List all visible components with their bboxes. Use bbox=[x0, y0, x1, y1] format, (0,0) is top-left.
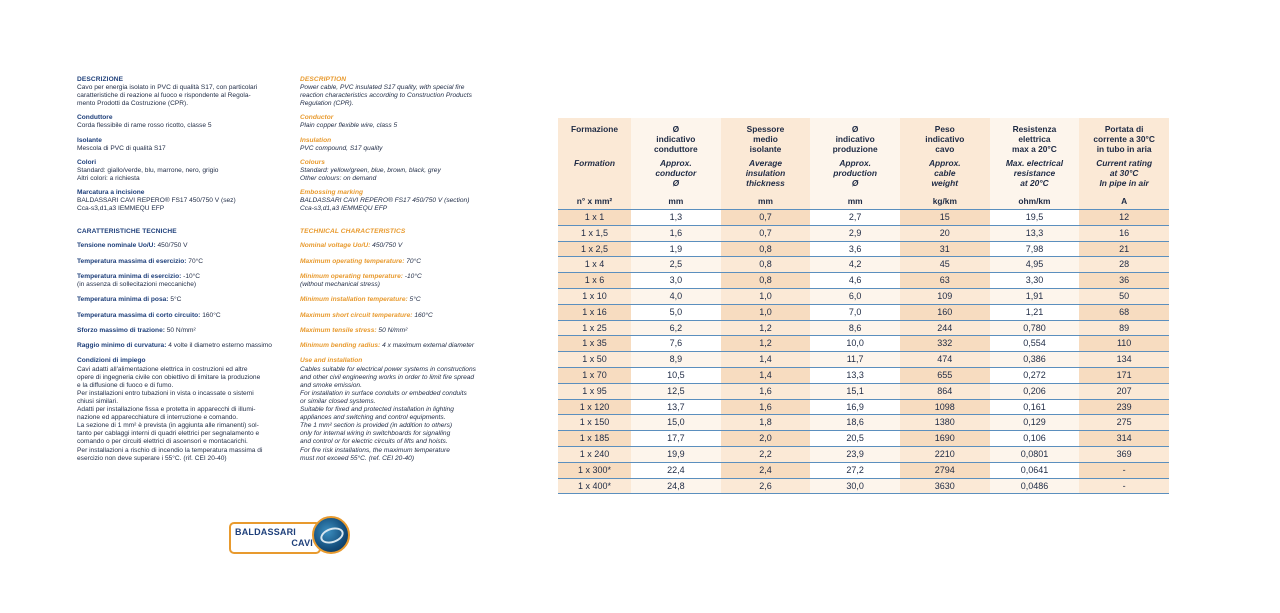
table-cell: 10,5 bbox=[631, 367, 721, 383]
table-cell: 0,106 bbox=[990, 431, 1080, 447]
header-cell: ohm/km bbox=[990, 194, 1080, 210]
spec-item: Raggio minimo di curvatura: 4 volte il diametro esterno massimo bbox=[77, 342, 272, 350]
table-cell: 21 bbox=[1079, 241, 1169, 257]
table-cell: 1 x 2,5 bbox=[558, 241, 631, 257]
spec-item: Maximum short circuit temperature: 160°C bbox=[300, 311, 433, 319]
table-cell: 1,0 bbox=[721, 288, 811, 304]
table-row bbox=[558, 210, 1169, 226]
table-cell: 1,2 bbox=[721, 320, 811, 336]
table-row bbox=[558, 241, 1169, 257]
table-cell: 20 bbox=[900, 225, 990, 241]
insulation-text: PVC compound, S17 quality bbox=[300, 144, 383, 152]
logo-box bbox=[229, 522, 321, 554]
table-row bbox=[558, 462, 1169, 478]
table-cell: 1,6 bbox=[631, 225, 721, 241]
table-cell: 0,386 bbox=[990, 352, 1080, 368]
spec-item: Tensione nominale Uo/U: 450/750 V bbox=[77, 242, 188, 250]
table-row bbox=[558, 225, 1169, 241]
table-cell: 23,9 bbox=[810, 446, 900, 462]
impiego-text: Cavi adatti all'alimentazione elettrica in costruzioni ed altre opere di ingegneria civile con obiettivo di limitare la produzione e la diffusione di fuoco e di fumo. Per installazioni entro tubazioni in vista o incassate o sistemi chiusi similari. Adatti per installazione fissa e protetta in apparecchi di illumi- nazione ed apparecchiature di interruzione e comando. La sezione di 1 mm² è prevista (in aggiunta alle rimanenti) sol- tanto per cablaggi interni di quadri elettrici per segnalamento e comando o per circuiti elettrici di ascensori e montacarichi. Per installazioni a rischio di incendio la temperatura massima di esercizio non deve superare i 55°C. (rif. CEI 20-40) bbox=[77, 365, 263, 462]
header-cell: Spessore medio isolante bbox=[721, 118, 811, 156]
spec-item: Nominal voltage Uo/U: 450/750 V bbox=[300, 242, 403, 250]
table-cell: 7,6 bbox=[631, 336, 721, 352]
table-cell: 134 bbox=[1079, 352, 1169, 368]
table-cell: 0,7 bbox=[721, 210, 811, 226]
table-cell: 655 bbox=[900, 367, 990, 383]
table-cell: 13,3 bbox=[810, 367, 900, 383]
conduttore-text: Corda flessibile di rame rosso ricotto, classe 5 bbox=[77, 122, 212, 130]
table-cell: 314 bbox=[1079, 431, 1169, 447]
spec-item: Temperatura minima di esercizio: -10°C (in assenza di sollecitazioni meccaniche) bbox=[77, 272, 201, 289]
insulation-heading: Insulation bbox=[300, 136, 332, 144]
table-cell: 19,9 bbox=[631, 446, 721, 462]
spec-item: Minimum installation temperature: 5°C bbox=[300, 296, 421, 304]
table-cell: 17,7 bbox=[631, 431, 721, 447]
header-row-english bbox=[558, 156, 1169, 194]
table-cell: 1 x 35 bbox=[558, 336, 631, 352]
table-cell: 89 bbox=[1079, 320, 1169, 336]
table-cell: 109 bbox=[900, 288, 990, 304]
spec-item: Temperatura minima di posa: 5°C bbox=[77, 296, 182, 304]
table-row bbox=[558, 415, 1169, 431]
table-cell: 207 bbox=[1079, 383, 1169, 399]
header-cell: mm bbox=[721, 194, 811, 210]
use-heading: Use and installation bbox=[300, 357, 363, 365]
table-cell: 6,0 bbox=[810, 288, 900, 304]
table-cell: 24,8 bbox=[631, 478, 721, 494]
table-cell: 1 x 240 bbox=[558, 446, 631, 462]
table-cell: 7,0 bbox=[810, 304, 900, 320]
table-cell: 1,9 bbox=[631, 241, 721, 257]
description-text: Power cable, PVC insulated S17 quality, with special fire reaction characteristics according to Construction Products Regulation (CPR). bbox=[300, 84, 472, 108]
header-cell: mm bbox=[810, 194, 900, 210]
table-cell: 369 bbox=[1079, 446, 1169, 462]
table-row bbox=[558, 336, 1169, 352]
table-cell: 474 bbox=[900, 352, 990, 368]
english-column bbox=[300, 76, 505, 463]
table-cell: 19,5 bbox=[990, 210, 1080, 226]
table-cell: 36 bbox=[1079, 273, 1169, 289]
header-cell: Current rating at 30°C In pipe in air bbox=[1079, 156, 1169, 194]
table-cell: 0,0641 bbox=[990, 462, 1080, 478]
conductor-heading: Conductor bbox=[300, 114, 334, 122]
table-cell: 16 bbox=[1079, 225, 1169, 241]
table-cell: 1 x 185 bbox=[558, 431, 631, 447]
header-cell: Average insulation thickness bbox=[721, 156, 811, 194]
table-cell: 160 bbox=[900, 304, 990, 320]
colori-heading: Colori bbox=[77, 158, 97, 166]
table-cell: 2,9 bbox=[810, 225, 900, 241]
marcatura-text: BALDASSARI CAVI REPERO® FS17 450/750 V (sez) Cca-s3,d1,a3 IEMMEQU EFP bbox=[77, 197, 236, 213]
table-cell: 171 bbox=[1079, 367, 1169, 383]
table-row bbox=[558, 446, 1169, 462]
caratteristiche-heading: CARATTERISTICHE TECNICHE bbox=[77, 228, 177, 236]
table-cell: 22,4 bbox=[631, 462, 721, 478]
table-cell: 0,780 bbox=[990, 320, 1080, 336]
table-cell: 0,206 bbox=[990, 383, 1080, 399]
header-cell: Ø indicativo conduttore bbox=[631, 118, 721, 156]
table-cell: 3,6 bbox=[810, 241, 900, 257]
table-cell: 1,4 bbox=[721, 367, 811, 383]
description-heading: DESCRIPTION bbox=[300, 76, 347, 83]
table-cell: 27,2 bbox=[810, 462, 900, 478]
table-cell: 1 x 16 bbox=[558, 304, 631, 320]
table-cell: 68 bbox=[1079, 304, 1169, 320]
table-row bbox=[558, 288, 1169, 304]
table-cell: 8,9 bbox=[631, 352, 721, 368]
table-cell: 1,6 bbox=[721, 399, 811, 415]
table-cell: 1 x 70 bbox=[558, 367, 631, 383]
spec-item: Maximum tensile stress: 50 N/mm² bbox=[300, 326, 408, 334]
table-cell: 0,8 bbox=[721, 273, 811, 289]
table-cell: 110 bbox=[1079, 336, 1169, 352]
table-cell: 45 bbox=[900, 257, 990, 273]
header-cell: Max. electrical resistance at 20°C bbox=[990, 156, 1080, 194]
table-row bbox=[558, 383, 1169, 399]
table-row bbox=[558, 257, 1169, 273]
spec-item: Maximum operating temperature: 70°C bbox=[300, 257, 421, 265]
table-cell: 0,129 bbox=[990, 415, 1080, 431]
table-cell: 1 x 25 bbox=[558, 320, 631, 336]
header-cell: Formation bbox=[558, 156, 631, 194]
table-cell: 2,4 bbox=[721, 462, 811, 478]
table-cell: 1 x 300* bbox=[558, 462, 631, 478]
header-cell: Formazione bbox=[558, 118, 631, 156]
cable-data-table bbox=[558, 118, 1169, 494]
table-cell: 2,0 bbox=[721, 431, 811, 447]
header-cell: Approx. cable weight bbox=[900, 156, 990, 194]
table-row bbox=[558, 431, 1169, 447]
table-cell: 4,6 bbox=[810, 273, 900, 289]
table-cell: 2210 bbox=[900, 446, 990, 462]
table-cell: 1690 bbox=[900, 431, 990, 447]
table-cell: - bbox=[1079, 462, 1169, 478]
colours-heading: Colours bbox=[300, 158, 325, 166]
table-cell: - bbox=[1079, 478, 1169, 494]
table-cell: 11,7 bbox=[810, 352, 900, 368]
table-cell: 5,0 bbox=[631, 304, 721, 320]
table-cell: 0,7 bbox=[721, 225, 811, 241]
table-cell: 1,6 bbox=[721, 383, 811, 399]
header-cell: Portata di corrente a 30°C in tubo in aria bbox=[1079, 118, 1169, 156]
table-body bbox=[558, 118, 1169, 494]
table-cell: 10,0 bbox=[810, 336, 900, 352]
table-cell: 31 bbox=[900, 241, 990, 257]
conductor-text: Plain copper flexible wire, class 5 bbox=[300, 122, 398, 130]
header-cell: Ø indicativo produzione bbox=[810, 118, 900, 156]
table-cell: 50 bbox=[1079, 288, 1169, 304]
italian-column bbox=[77, 76, 282, 463]
table-cell: 275 bbox=[1079, 415, 1169, 431]
table-cell: 864 bbox=[900, 383, 990, 399]
table-cell: 1098 bbox=[900, 399, 990, 415]
header-cell: Approx. conductor Ø bbox=[631, 156, 721, 194]
cable-coil-icon bbox=[318, 525, 345, 547]
table-cell: 332 bbox=[900, 336, 990, 352]
table-cell: 0,0486 bbox=[990, 478, 1080, 494]
spec-item: Temperatura massima di esercizio: 70°C bbox=[77, 257, 204, 265]
table-cell: 4,95 bbox=[990, 257, 1080, 273]
table-cell: 12,5 bbox=[631, 383, 721, 399]
table-cell: 1,3 bbox=[631, 210, 721, 226]
colours-text: Standard: yellow/green, blue, brown, black, grey Other colours: on demand bbox=[300, 166, 441, 182]
table-cell: 1 x 150 bbox=[558, 415, 631, 431]
marking-text: BALDASSARI CAVI REPERO® FS17 450/750 V (section) Cca-s3,d1,a3 IEMMEQU EFP bbox=[300, 197, 470, 213]
table-cell: 1,4 bbox=[721, 352, 811, 368]
header-cell: mm bbox=[631, 194, 721, 210]
header-row-units bbox=[558, 194, 1169, 210]
table-cell: 20,5 bbox=[810, 431, 900, 447]
spec-item: Minimum operating temperature: -10°C (without mechanical stress) bbox=[300, 272, 422, 289]
table-cell: 1 x 1,5 bbox=[558, 225, 631, 241]
header-cell: Resistenza elettrica max a 20°C bbox=[990, 118, 1080, 156]
table-cell: 1,2 bbox=[721, 336, 811, 352]
header-row-italian bbox=[558, 118, 1169, 156]
isolante-text: Mescola di PVC di qualità S17 bbox=[77, 144, 166, 152]
cable-globe-icon bbox=[312, 516, 350, 554]
header-cell: A bbox=[1079, 194, 1169, 210]
table-cell: 3,30 bbox=[990, 273, 1080, 289]
table-cell: 16,9 bbox=[810, 399, 900, 415]
table-row bbox=[558, 367, 1169, 383]
table-cell: 2,7 bbox=[810, 210, 900, 226]
table-cell: 18,6 bbox=[810, 415, 900, 431]
table-cell: 3630 bbox=[900, 478, 990, 494]
use-text: Cables suitable for electrical power systems in constructions and other civil engineering works in order to limit fire spread and smoke emission. For installation in surface conduits or embedded conduits or similar closed systems. Suitable for fixed and protected installation in lighting appliances and switching and control equipments. The 1 mm² section is provided (in addition to others) only for internal wiring in switchboards for signalling and control or for electric circuits of lifts and hoists. For fire risk installations, the maximum temperature must not exceed 55°C. (ref. CEI 20-40) bbox=[300, 365, 476, 462]
table-cell: 1380 bbox=[900, 415, 990, 431]
table-cell: 0,8 bbox=[721, 257, 811, 273]
table-row bbox=[558, 304, 1169, 320]
table-cell: 1 x 120 bbox=[558, 399, 631, 415]
table-cell: 0,554 bbox=[990, 336, 1080, 352]
table-cell: 13,3 bbox=[990, 225, 1080, 241]
table-cell: 63 bbox=[900, 273, 990, 289]
header-cell: Approx. production Ø bbox=[810, 156, 900, 194]
table-cell: 0,0801 bbox=[990, 446, 1080, 462]
table-cell: 7,98 bbox=[990, 241, 1080, 257]
table-cell: 15 bbox=[900, 210, 990, 226]
table-cell: 1 x 50 bbox=[558, 352, 631, 368]
table-cell: 4,2 bbox=[810, 257, 900, 273]
table-cell: 1 x 6 bbox=[558, 273, 631, 289]
marking-heading: Embossing marking bbox=[300, 189, 364, 197]
descrizione-heading: DESCRIZIONE bbox=[77, 76, 124, 83]
spec-item: Minimum bending radius: 4 x maximum external diameter bbox=[300, 342, 475, 350]
table-cell: 1 x 4 bbox=[558, 257, 631, 273]
table-cell: 0,161 bbox=[990, 399, 1080, 415]
table-cell: 1,0 bbox=[721, 304, 811, 320]
colori-text: Standard: giallo/verde, blu, marrone, nero, grigio Altri colori: a richiesta bbox=[77, 166, 219, 182]
table-cell: 1,21 bbox=[990, 304, 1080, 320]
table-cell: 1 x 1 bbox=[558, 210, 631, 226]
table-cell: 0,8 bbox=[721, 241, 811, 257]
table-row bbox=[558, 352, 1169, 368]
table-cell: 0,272 bbox=[990, 367, 1080, 383]
table-cell: 239 bbox=[1079, 399, 1169, 415]
spec-item: Temperatura massima di corto circuito: 160°C bbox=[77, 311, 221, 319]
table-cell: 8,6 bbox=[810, 320, 900, 336]
spec-item: Sforzo massimo di trazione: 50 N/mm² bbox=[77, 326, 196, 334]
descrizione-text: Cavo per energia isolato in PVC di qualità S17, con particolari caratteristiche di reazione al fuoco e rispondente al Regola- mento Prodotti da Costruzione (CPR). bbox=[77, 84, 258, 108]
technical-heading: TECHNICAL CHARACTERISTICS bbox=[300, 228, 406, 236]
table-cell: 2794 bbox=[900, 462, 990, 478]
logo-line1: BALDASSARI bbox=[235, 527, 297, 537]
table-cell: 6,2 bbox=[631, 320, 721, 336]
table-cell: 15,1 bbox=[810, 383, 900, 399]
table-cell: 2,5 bbox=[631, 257, 721, 273]
table-cell: 2,2 bbox=[721, 446, 811, 462]
isolante-heading: Isolante bbox=[77, 136, 102, 144]
impiego-heading: Condizioni di impiego bbox=[77, 357, 146, 365]
table-cell: 244 bbox=[900, 320, 990, 336]
table-row bbox=[558, 273, 1169, 289]
table-cell: 28 bbox=[1079, 257, 1169, 273]
table-cell: 1 x 95 bbox=[558, 383, 631, 399]
table-cell: 3,0 bbox=[631, 273, 721, 289]
table-cell: 1,8 bbox=[721, 415, 811, 431]
table-row bbox=[558, 320, 1169, 336]
table-cell: 13,7 bbox=[631, 399, 721, 415]
table-row bbox=[558, 478, 1169, 494]
logo-line2: CAVI bbox=[291, 538, 313, 548]
table-cell: 2,6 bbox=[721, 478, 811, 494]
table-row bbox=[558, 399, 1169, 415]
header-cell: n° x mm² bbox=[558, 194, 631, 210]
table-cell: 1 x 10 bbox=[558, 288, 631, 304]
header-cell: Peso indicativo cavo bbox=[900, 118, 990, 156]
marcatura-heading: Marcatura a incisione bbox=[77, 189, 145, 197]
conduttore-heading: Conduttore bbox=[77, 114, 113, 122]
header-cell: kg/km bbox=[900, 194, 990, 210]
table-cell: 1,91 bbox=[990, 288, 1080, 304]
table-cell: 30,0 bbox=[810, 478, 900, 494]
table-cell: 15,0 bbox=[631, 415, 721, 431]
table-cell: 12 bbox=[1079, 210, 1169, 226]
table-cell: 1 x 400* bbox=[558, 478, 631, 494]
table-cell: 4,0 bbox=[631, 288, 721, 304]
baldassari-cavi-logo bbox=[229, 515, 347, 557]
